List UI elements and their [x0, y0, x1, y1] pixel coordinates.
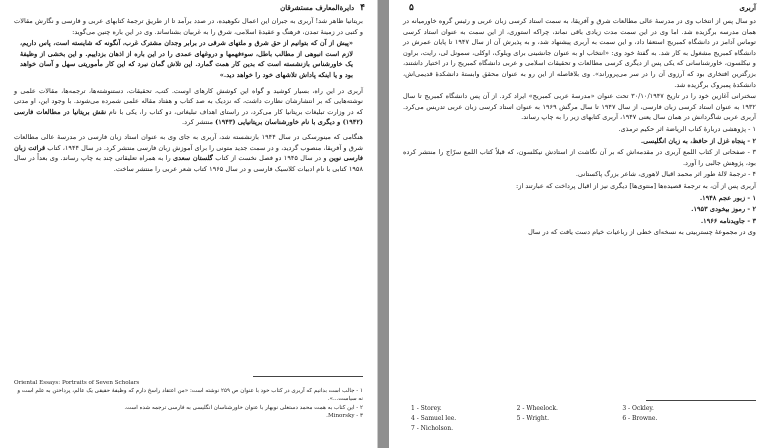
footnote: 7 - Nicholson.	[411, 425, 454, 432]
paragraph-text: را به همراه تعلیقاتی چند به چاپ رساند. وی بعداً در سال ۱۹۵۸ کتابی با نام ادبیات کلاسیک فارسی و در سال ۱۹۶۵ کتاب شعر عربی را منتشر ساخت.	[14, 154, 363, 173]
list-item: ۲ - پنجاه غزل از حافظ، به زبان انگلیسی.	[640, 136, 756, 145]
paragraph-text: منتشر کرد.	[182, 118, 213, 127]
footnote-text: ۱ - جالب است بدانیم که آربری در کتاب خود با عنوان ص ۲۵۹ نوشته است: «من اعتقاد راسخ دارم که وظیفهٔ حقیقی یک عالم، پرداختن به علم است و نه سیاست...».	[17, 388, 363, 403]
page-header	[403, 2, 756, 13]
page-number: ۵	[409, 2, 414, 13]
page-body	[14, 16, 363, 175]
paragraph: بریتانیا ظاهر شد! آربری به جبران این اعمال نکوهیده، در صدد برآمد تا از طریق ترجمهٔ کتابهای عربی و فارسی و نگارش مقالات و کتبی در زمینهٔ تمدن، فرهنگ و عقیدهٔ اسلامی، شرق را به غربیان بشناساند. وی در این باره چنین می‌گوید:	[14, 17, 363, 36]
book-title: قرائت زبان فارسی نوین	[14, 143, 363, 163]
list-item: ۱ - زبور عجم ۱۹۴۸.	[699, 193, 756, 202]
footnote: 1 - Storey.	[411, 405, 442, 412]
list-item: ۱ - پژوهشی دربارهٔ کتاب الریاضة اثر حکیم ترمذی.	[618, 124, 756, 133]
footnote: 2 - Wheelock.	[516, 405, 558, 412]
footnote: 3 - Ockley.	[622, 405, 654, 412]
paragraph: وی در مجموعهٔ چستربیتی به نسخه‌ای خطی از رباعیات خیام دست یافت که در سال	[528, 228, 756, 237]
book-title: گلستان سعدی	[173, 154, 213, 163]
footnote: 6 - Browne.	[622, 415, 658, 422]
footnote-english-title: Oriental Essays: Portraits of Seven Scholars	[14, 380, 140, 386]
footnote-divider	[646, 400, 756, 401]
list-item: ۳ - صفحاتی از کتاب اللمع آربری در مقدمه‌اش که بر آن نگاشت از استادش نیکلسون، که قبلاً کتاب اللمع سرّاج را منتشر کرده بود، پژوهش جالبی را آورد.	[403, 148, 756, 167]
paragraph-text: آربری در این راه، بسیار کوشید و گواه این کوشش کارهای اوست. کتب، تحقیقات، دستنوشته‌ها، ترجمه‌ها، مقالات علمی و نوشته‌هایی که بر انتشارشان نظارت داشت، که نزدیک به صد کتاب و هفتاد مقاله علمی شمرده می‌شوند. با وجود این، او مدتی که در وزارت تبلیغات بریتانیا کار می‌کرد، در راستای اهداف تبلیغاتی، دو کتاب را، یکی با نام	[14, 86, 363, 116]
running-title: دایرةالمعارف مستشرقان	[280, 3, 355, 12]
book-titles: نقش بریتانیا در مطالعات فارسی (۱۹۴۲) و دیگری با نام خاورشناسان بریتانیایی (۱۹۴۳)	[14, 107, 363, 127]
running-title: آربری	[739, 3, 756, 12]
list-item: ۲ - رموز بیخودی ۱۹۵۳.	[691, 205, 756, 214]
right-page	[389, 0, 768, 448]
paragraph: سخنرانی آغازین خود را در تاریخ ۳۰/۱۰/۱۹۴۷ تحت عنوان «مدرسهٔ عربی کمبریج» ایراد کرد. از آن پس دانشگاه کمبریج تا سال ۱۹۳۲ به عنوان استاد کرسی زبان فارسی، از سال ۱۹۴۷ تا سال مرگش ۱۹۶۹ به عنوان استاد کرسی زبان عربی تدریس می‌کرد. آربری عربی شاگردانش در همان سال یعنی ۱۹۴۷، آربری کتابهای زیر را به چاپ رساند.	[403, 92, 756, 122]
footnote-divider	[253, 376, 363, 377]
footnote	[14, 379, 363, 420]
paragraph-text: هنگامی که مینورسکی در سال ۱۹۴۴ بازنشسته شد، آربری به جای وی به عنوان استاد زبان فارسی در مدرسهٔ عالی مطالعات شرق و آفریقا، منصوب گردید، و در سمت جدید متونی را برای آموزش زبان فارسی منتشر کرد. در سال ۱۹۴۴، کتاب	[14, 132, 363, 152]
list-item: ۳ - جاویدنامه ۱۹۶۶.	[700, 216, 756, 225]
footnote-text: ۳ - Minorsky.	[326, 412, 363, 419]
paragraph	[14, 132, 363, 174]
footnote: 5 - Wright.	[516, 415, 550, 422]
page-header	[14, 2, 365, 13]
paragraph: آربری پس از آن، به ترجمهٔ قصیده‌ها [منتوی‌ها] دیگری نیز از اقبال پرداخت که عبارتند از:	[516, 181, 756, 190]
paragraph-text: و در سال ۱۹۴۵ دو فصل نخست از کتاب	[215, 154, 327, 163]
page-body	[403, 16, 756, 239]
footnote: 4 - Samuel lee.	[411, 415, 457, 422]
page-number: ۴	[360, 2, 365, 13]
paragraph: دو سال پس از انتخاب وی در مدرسهٔ عالی مطالعات شرق و آفریقا، به سمت استاد کرسی زبان عربی و رئیس گروه خاورمیانه در همان مدرسه برگزیده شد. اما وی در این سمت مدت زیادی باقی نماند، چراکه استوری، از این سمت به عنوان استاد کرسی توماس آدامز در دانشگاه کمبریج استعفا داد، و این سمت به آربری پیشنهاد شد، و به پذیرش آن از سال ۱۹۴۷ تا پایان عمرش در دانشگاه کمبریج مشغول به کار شد. به گفتهٔ خود وی: «انتخاب او به عنوان جانشینی برای ویلوک، اوکلی، سمونل لی، رایت، براون و نیکلسون، خاورشناسانی که یکی پس از دیگری کرسی مطالعات و تحقیقات اسلامی و عربی دانشگاه کمبریج را در اختیار داشتند، بزرگترین افتخاری بود که آرزوی آن را در سر می‌پروراند». وی بلافاصله از این رو به عنوان محقق وابستهٔ دانشکدهٔ قدیمی‌اش، دانشکدهٔ پمبروک برگزیده شد.	[403, 17, 756, 89]
paragraph	[14, 86, 363, 128]
block-quote: «پیش از آن که بتوانیم از حق شرق و ملتهای شرقی در برابر وجدان مشترک غرب، آنگونه که شایسته است، پاس داریم، لازم است انبوهی از مطالب باطل، سوءفهمها و دروغهای عمدی را در این باره از اذهان بزداییم. و این بخشی از وظیفهٔ یک خاورشناس بازنشسته است که بدین کار همت گمارد. این تلاش گمان نبرد که این کار مأموریتی سهل و آسان خواهد بود و یا اینکه پاداش تلاشهای خود را خواهد دید.»	[20, 39, 353, 79]
footnote-list	[411, 404, 728, 434]
list-item: ۴ - ترجمهٔ لالهٔ طور اثر محمد اقبال لاهوری، شاعر بزرگ پاکستانی.	[575, 170, 756, 179]
footnote-text: ۲ - این کتاب به همت محمد دستغلی نوبهار با عنوان خاورشناسان انگلیسی به فارسی ترجمه شده است.	[124, 404, 363, 411]
left-page	[0, 0, 378, 448]
